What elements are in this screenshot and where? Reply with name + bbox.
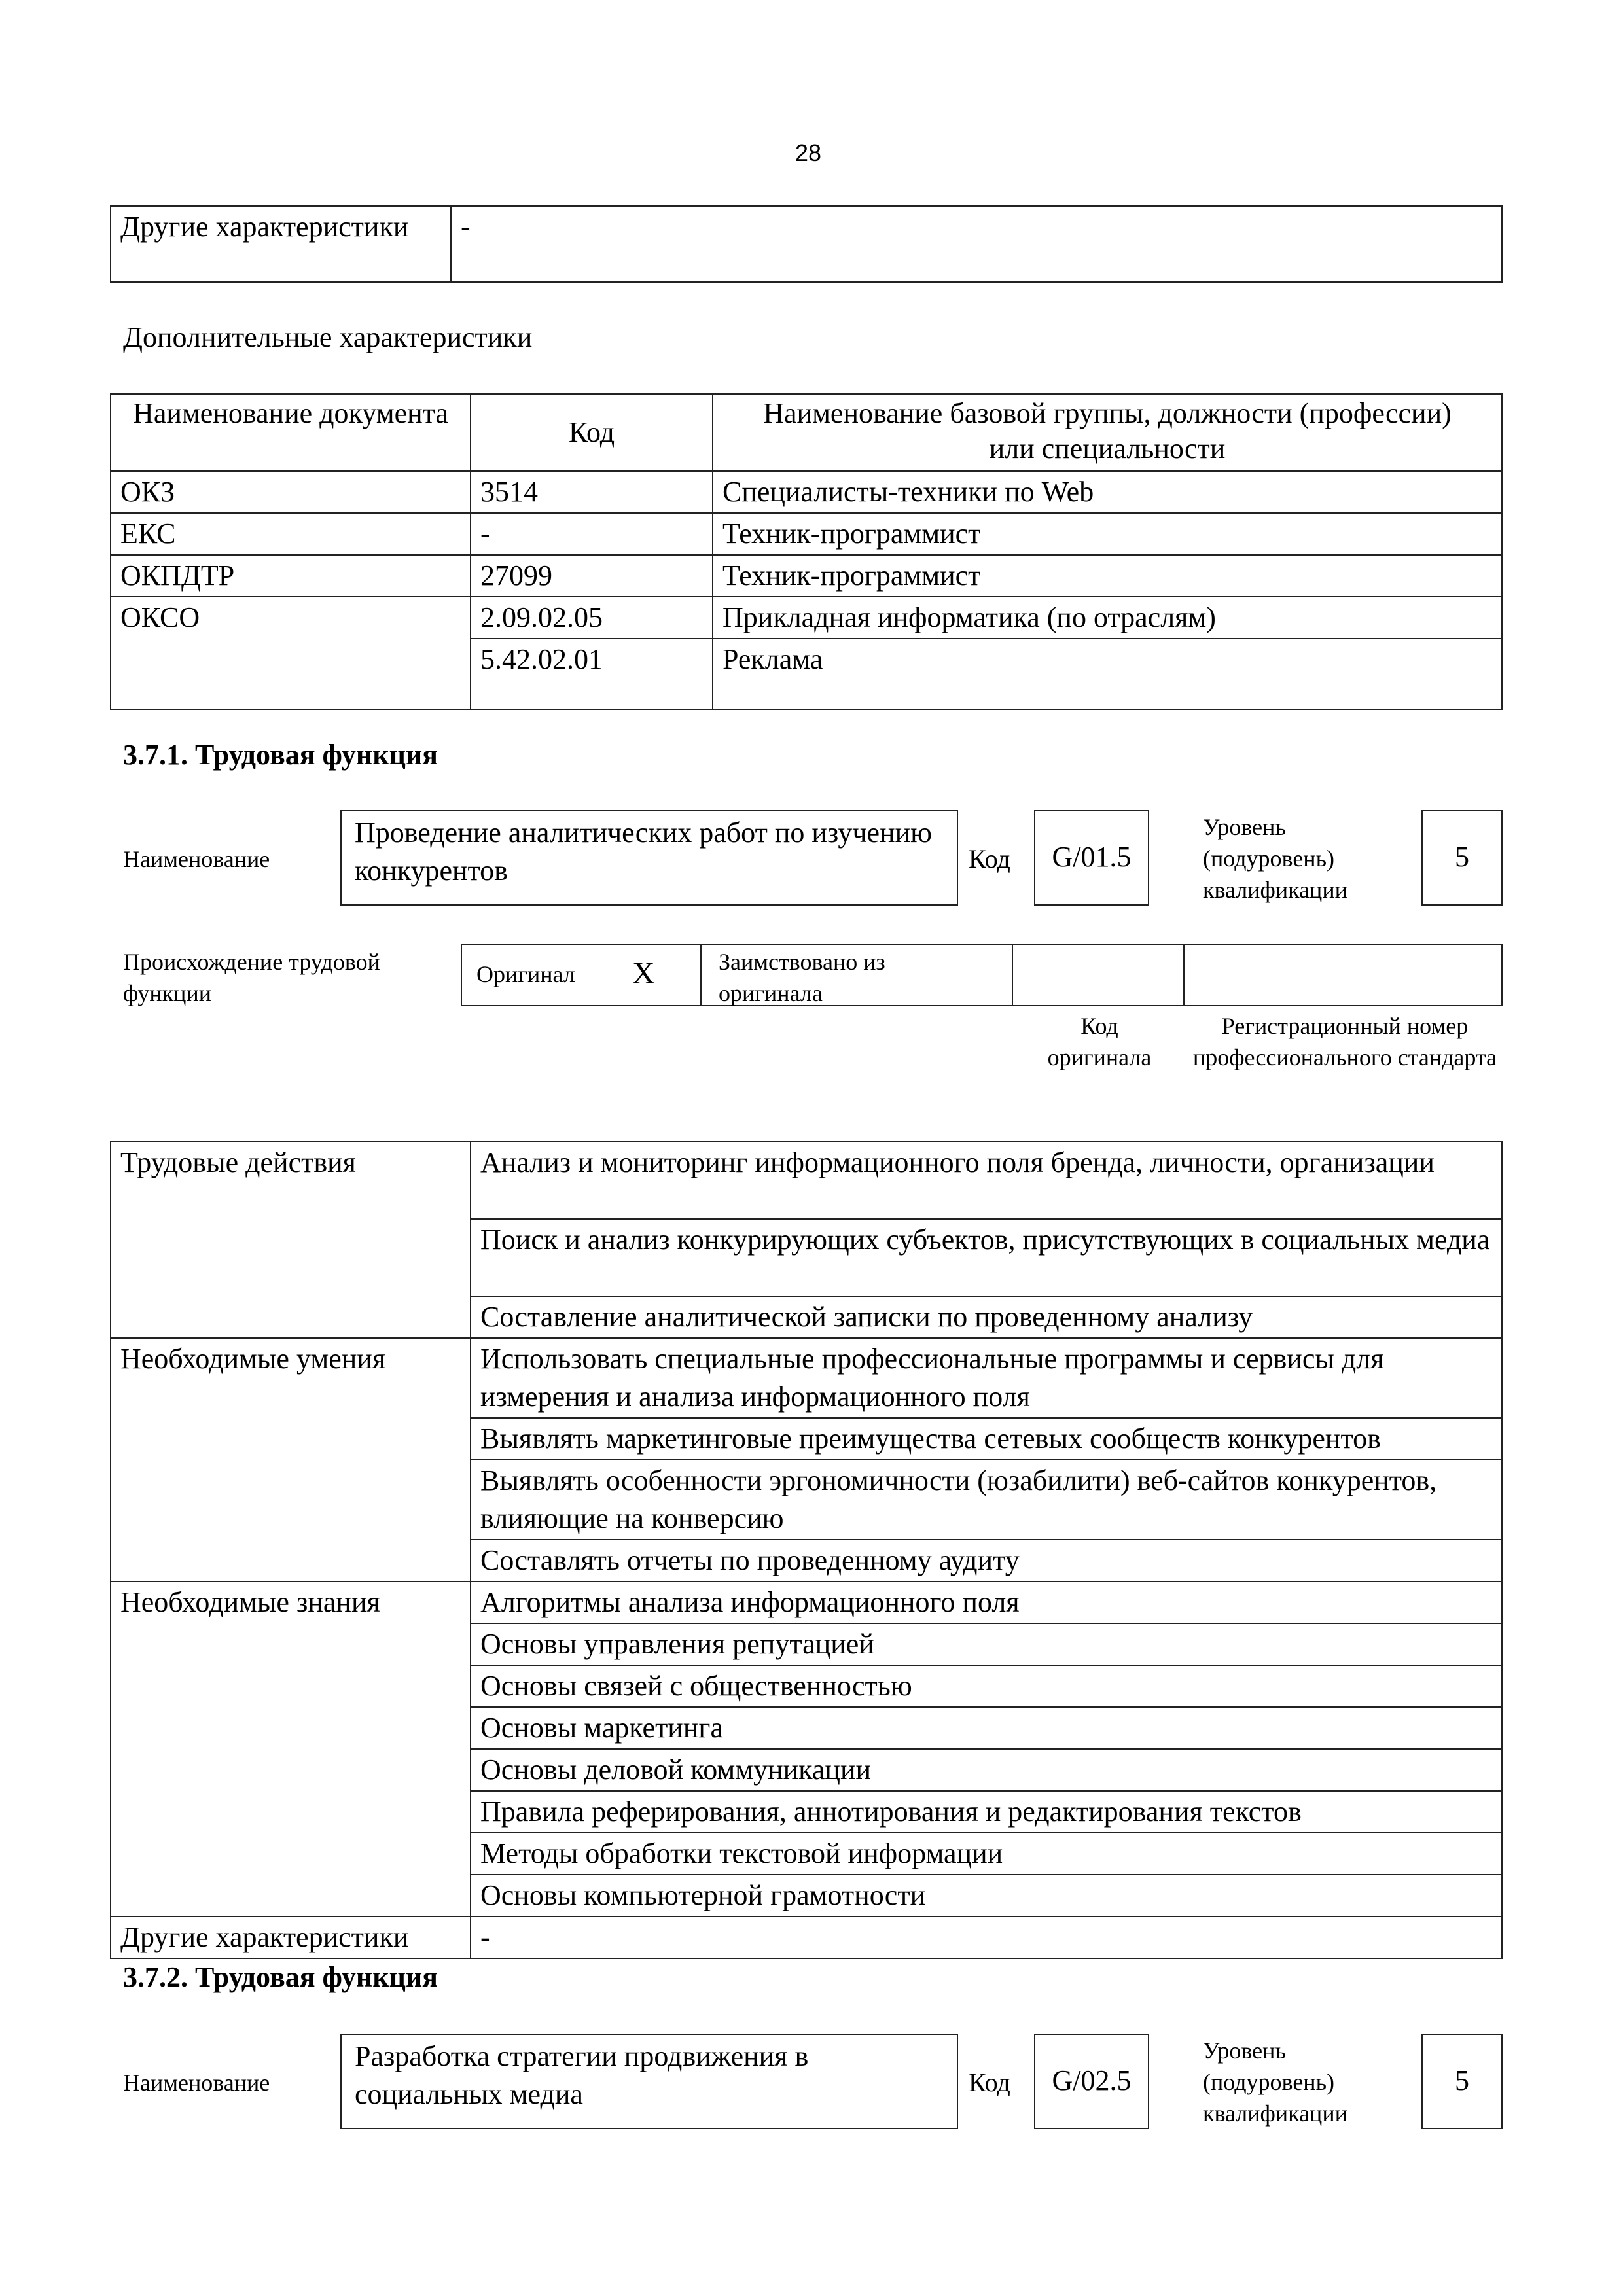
- tf1-original-label: Оригинал: [476, 961, 575, 987]
- section-label-knowledge: Необходимые знания: [111, 1581, 471, 1916]
- section-label-actions: Трудовые действия: [111, 1142, 471, 1338]
- col-header-code: Код: [471, 394, 713, 471]
- tf1-detail-table: [110, 1141, 1503, 1959]
- list-item: Правила реферирования, аннотирования и редактирования текстов: [471, 1791, 1502, 1833]
- table-cell: Техник-программист: [713, 555, 1502, 597]
- table-cell: ОКСО: [111, 597, 471, 709]
- other-characteristics-value: -: [451, 206, 1502, 282]
- additional-heading: Дополнительные характеристики: [123, 321, 533, 353]
- section-label-skills: Необходимые умения: [111, 1338, 471, 1581]
- tf1-heading: 3.7.1. Трудовая функция: [123, 739, 438, 771]
- tf1-origin-label: Происхождение трудовой функции: [123, 949, 380, 1006]
- table-cell: -: [471, 513, 713, 555]
- section-label-other: Другие характеристики: [111, 1916, 471, 1958]
- tf1-name-label: Наименование: [123, 846, 270, 872]
- list-item: Поиск и анализ конкурирующих субъектов, присутствующих в социальных медиа: [471, 1219, 1502, 1296]
- list-item: Основы деловой коммуникации: [471, 1749, 1502, 1791]
- list-item: Основы связей с общественностью: [471, 1665, 1502, 1707]
- additional-characteristics-table: [110, 393, 1503, 710]
- table-cell: 5.42.02.01: [471, 639, 713, 709]
- divider: [1183, 944, 1185, 1006]
- tf1-code-box: G/01.5: [1034, 810, 1149, 906]
- list-item: -: [471, 1916, 1502, 1958]
- tf2-heading: 3.7.2. Трудовая функция: [123, 1961, 438, 1993]
- list-item: Анализ и мониторинг информационного поля бренда, личности, организации: [471, 1142, 1502, 1219]
- tf2-level-box: 5: [1421, 2034, 1503, 2129]
- table-cell: ЕКС: [111, 513, 471, 555]
- tf2-code-label: Код: [969, 2068, 1010, 2097]
- other-characteristics-label: Другие характеристики: [111, 206, 451, 282]
- tf1-borrowed-label: Заимствовано из оригинала: [719, 949, 885, 1006]
- tf2-name-box: Разработка стратегии продвижения в социальных медиа: [340, 2034, 958, 2129]
- list-item: Составление аналитической записки по проведенному анализу: [471, 1296, 1502, 1338]
- page-number: 28: [795, 139, 822, 166]
- list-item: Использовать специальные профессиональные программы и сервисы для измерения и анализа информационного поля: [471, 1338, 1502, 1418]
- table-cell: ОКПДТР: [111, 555, 471, 597]
- table-cell: 3514: [471, 471, 713, 513]
- list-item: Алгоритмы анализа информационного поля: [471, 1581, 1502, 1623]
- tf2-code-box: G/02.5: [1034, 2034, 1149, 2129]
- table-cell: ОКЗ: [111, 471, 471, 513]
- list-item: Основы компьютерной грамотности: [471, 1875, 1502, 1916]
- tf1-reg-number-label: Регистрационный номер профессионального стандарта: [1192, 1013, 1497, 1070]
- divider: [700, 944, 702, 1006]
- tf2-level-label: Уровень (подуровень) квалификации: [1203, 2038, 1347, 2127]
- tf1-level-label: Уровень (подуровень) квалификации: [1203, 814, 1347, 903]
- tf1-origin-box: [461, 944, 1503, 1006]
- tf1-code-label: Код: [969, 844, 1010, 874]
- table-cell: Реклама: [713, 639, 1502, 709]
- tf1-original-mark: X: [632, 956, 655, 991]
- list-item: Основы маркетинга: [471, 1707, 1502, 1749]
- tf1-code-original-label: Код оригинала: [1047, 1013, 1152, 1070]
- table-cell: 2.09.02.05: [471, 597, 713, 639]
- table-cell: Техник-программист: [713, 513, 1502, 555]
- list-item: Составлять отчеты по проведенному аудиту: [471, 1540, 1502, 1581]
- tf1-level-box: 5: [1421, 810, 1503, 906]
- tf2-name-label: Наименование: [123, 2070, 270, 2096]
- table-cell: Специалисты-техники по Web: [713, 471, 1502, 513]
- list-item: Выявлять особенности эргономичности (юзабилити) веб-сайтов конкурентов, влияющие на конверсию: [471, 1460, 1502, 1540]
- table-cell: Прикладная информатика (по отраслям): [713, 597, 1502, 639]
- col-header-document: Наименование документа: [111, 394, 471, 471]
- list-item: Выявлять маркетинговые преимущества сетевых сообществ конкурентов: [471, 1418, 1502, 1460]
- top-other-characteristics-table: [110, 205, 1503, 283]
- table-cell: 27099: [471, 555, 713, 597]
- tf1-name-box: Проведение аналитических работ по изучению конкурентов: [340, 810, 958, 906]
- list-item: Методы обработки текстовой информации: [471, 1833, 1502, 1875]
- divider: [1012, 944, 1013, 1006]
- list-item: Основы управления репутацией: [471, 1623, 1502, 1665]
- col-header-group: Наименование базовой группы, должности (профессии) или специальности: [713, 394, 1502, 471]
